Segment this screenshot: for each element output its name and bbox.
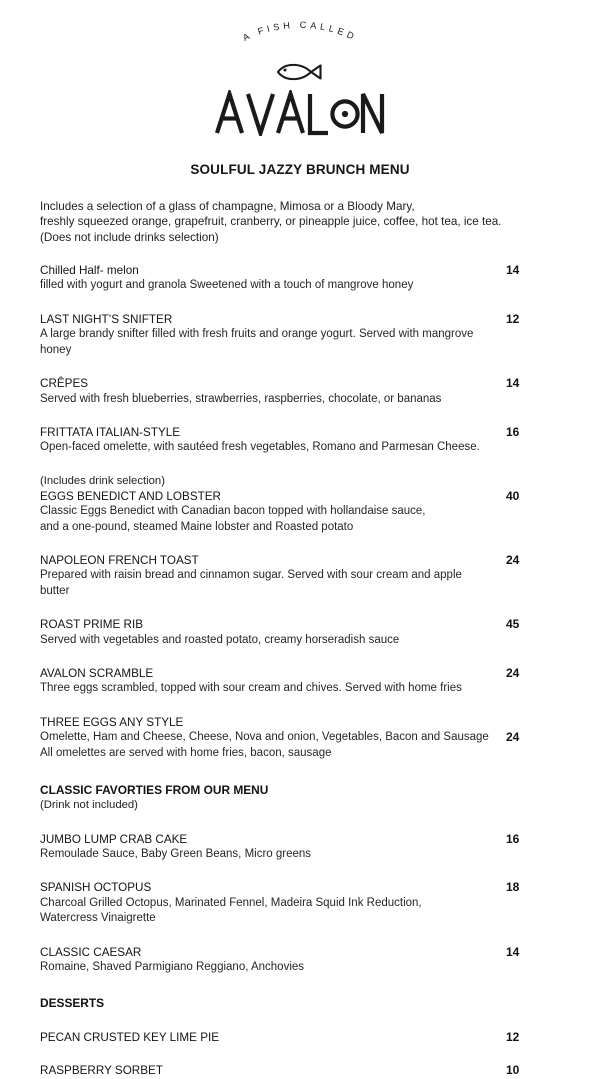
menu-item-name: CLASSIC CAESAR <box>40 945 142 959</box>
intro-line-1: Includes a selection of a glass of champagne, Mimosa or a Bloody Mary, <box>40 200 415 214</box>
menu-item <box>40 263 560 294</box>
menu-item <box>40 715 560 761</box>
section-note-classics: (Drink not included) <box>40 799 138 812</box>
menu-sheet <box>0 150 600 1079</box>
menu-item-price: 40 <box>506 489 520 504</box>
menu-item-price: 45 <box>506 617 520 632</box>
section-heading-desserts: DESSERTS <box>40 996 105 1011</box>
menu-item-name: ROAST PRIME RIB <box>40 618 144 632</box>
intro-line-3: (Does not include drinks selection) <box>40 230 219 244</box>
intro-paragraph <box>40 199 560 245</box>
menu-item <box>40 1030 560 1045</box>
menu-item-price: 14 <box>506 944 520 959</box>
menu-item-name: FRITTATA ITALIAN-STYLE <box>40 425 181 439</box>
menu-item-price: 18 <box>506 880 520 895</box>
menu-item <box>40 553 560 599</box>
menu-item-price: 24 <box>506 730 520 745</box>
menu-item <box>40 312 560 358</box>
menu-item <box>40 945 560 976</box>
menu-item <box>40 425 560 456</box>
restaurant-logo <box>0 0 600 150</box>
menu-item-name: CRÊPES <box>40 377 89 391</box>
menu-item <box>40 376 560 407</box>
menu-item-name: THREE EGGS ANY STYLE <box>40 715 184 729</box>
intro-line-2: freshly squeezed orange, grapefruit, cranberry, or pineapple juice, coffee, hot tea, ice tea. <box>40 215 502 229</box>
menu-item-description-2: Watercress Vinaigrette <box>40 912 156 925</box>
menu-item-description: Prepared with raisin bread and cinnamon sugar. Served with sour cream and apple butter <box>40 569 462 597</box>
menu-item-name: LAST NIGHT’S SNIFTER <box>40 312 173 326</box>
menu-item-description: Three eggs scrambled, topped with sour cream and chives. Served with home fries <box>40 682 462 695</box>
menu-item-note: (Includes drink selection) <box>40 474 165 487</box>
arc-tagline-text: A FISH CALLED <box>241 19 359 43</box>
menu-item-name: Chilled Half- melon <box>40 264 139 278</box>
section-heading-classics: CLASSIC FAVORTIES FROM OUR MENU <box>40 783 269 798</box>
menu-item-name: PECAN CRUSTED KEY LIME PIE <box>40 1030 220 1044</box>
menu-item-description: Romaine, Shaved Parmigiano Reggiano, Anchovies <box>40 961 305 974</box>
menu-item-name: NAPOLEON FRENCH TOAST <box>40 553 199 567</box>
menu-item-description-2: and a one-pound, steamed Maine lobster and Roasted potato <box>40 520 354 533</box>
menu-item-price: 10 <box>506 1063 520 1078</box>
menu-item-name: EGGS BENEDICT AND LOBSTER <box>40 489 221 503</box>
menu-item-description: A large brandy snifter filled with fresh fruits and orange yogurt. Served with mangrove honey <box>40 328 474 356</box>
menu-item-price: 16 <box>506 831 520 846</box>
menu-item <box>40 474 560 535</box>
menu-item <box>40 617 560 648</box>
menu-item-price: 12 <box>506 311 520 326</box>
menu-item-price: 14 <box>506 263 520 278</box>
menu-item-description: Served with fresh blueberries, strawberries, raspberries, chocolate, or bananas <box>40 392 442 405</box>
menu-item-description: Served with vegetables and roasted potato, creamy horseradish sauce <box>40 633 400 646</box>
menu-item-description-2: All omelettes are served with home fries, bacon, sausage <box>40 746 332 759</box>
menu-item-name: JUMBO LUMP CRAB CAKE <box>40 832 188 846</box>
menu-item-price: 24 <box>506 552 520 567</box>
menu-item-description: filled with yogurt and granola Sweetened with a touch of mangrove honey <box>40 279 414 292</box>
menu-item-name: SPANISH OCTOPUS <box>40 881 152 895</box>
fish-icon <box>272 57 328 87</box>
page-title: SOULFUL JAZZY BRUNCH MENU <box>190 162 410 177</box>
menu-item <box>40 666 560 697</box>
menu-item-description: Open-faced omelette, with sautéed fresh vegetables, Romano and Parmesan Cheese. <box>40 441 480 454</box>
menu-item-description: Charcoal Grilled Octopus, Marinated Fennel, Madeira Squid Ink Reduction, <box>40 896 422 909</box>
menu-item-description: Remoulade Sauce, Baby Green Beans, Micro greens <box>40 848 312 861</box>
menu-item-description: Omelette, Ham and Cheese, Cheese, Nova and onion, Vegetables, Bacon and Sausage <box>40 731 489 744</box>
menu-item-name: AVALON SCRAMBLE <box>40 666 154 680</box>
menu-item <box>40 832 560 863</box>
menu-item-price: 24 <box>506 665 520 680</box>
wordmark-avalon <box>0 90 600 138</box>
menu-item-description: Classic Eggs Benedict with Canadian bacon topped with hollandaise sauce, <box>40 505 426 518</box>
menu-item-price: 12 <box>506 1029 520 1044</box>
menu-item-price: 14 <box>506 376 520 391</box>
menu-item <box>40 1063 560 1078</box>
svg-text:A FISH CALLED <box>241 20 358 43</box>
menu-item-name: RASPBERRY SORBET <box>40 1064 163 1078</box>
menu-item-price: 16 <box>506 424 520 439</box>
menu-item <box>40 880 560 926</box>
